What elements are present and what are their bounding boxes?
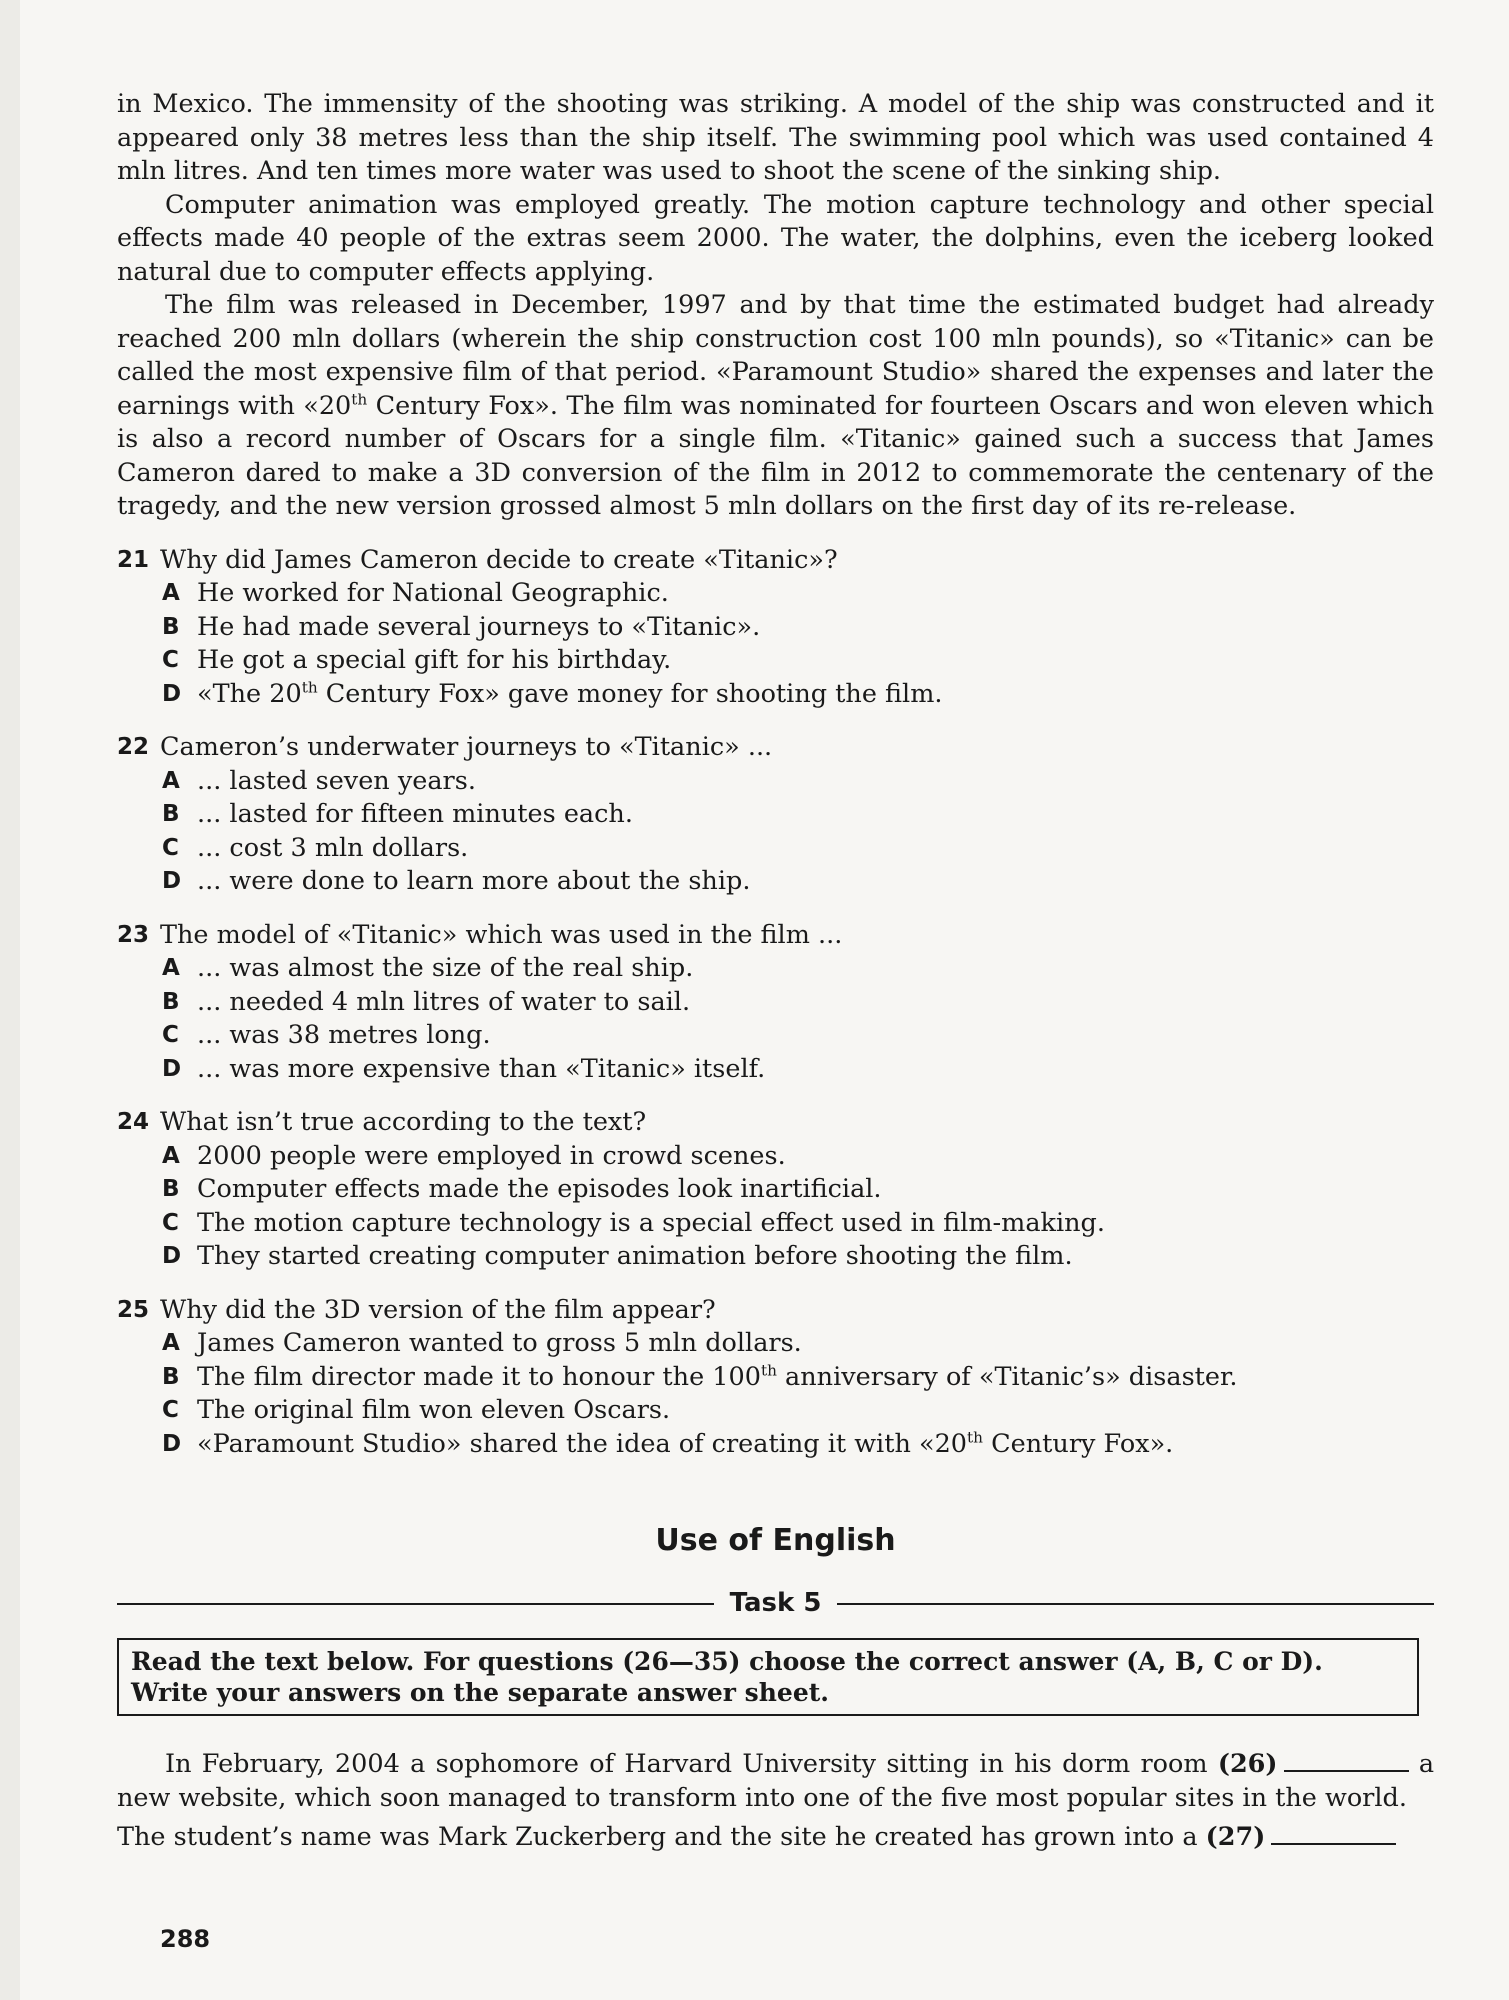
option-c: C ... cost 3 mln dollars. xyxy=(162,832,469,863)
option-a: A ... was almost the size of the real ship. xyxy=(162,953,694,983)
question-text: What isn’t true according to the text? xyxy=(160,1107,647,1137)
option-b: B ... needed 4 mln litres of water to sail. xyxy=(162,986,691,1017)
option-b: B ... lasted for fifteen minutes each. xyxy=(162,799,633,829)
question-text: Why did the 3D version of the film appear? xyxy=(160,1294,716,1325)
passage-paragraph-2: Computer animation was employed greatly. The motion capture technology and other special effects made 40 people of the extras seem 2000. The water, the dolphins, even the iceberg looked natural due to computer effects applying. xyxy=(117,189,1434,287)
option-d: D They started creating computer animation before shooting the film. xyxy=(162,1241,1073,1271)
option-c: C ... was 38 metres long. xyxy=(162,1020,491,1050)
option-c: C The original film won eleven Oscars. xyxy=(162,1395,671,1425)
question-24 xyxy=(117,1106,1434,1274)
cloze-paragraph-2: The student’s name was Mark Zuckerberg and the site he created has grown into a (27) xyxy=(117,1821,1434,1855)
divider xyxy=(837,1603,1434,1605)
option-c: C He got a special gift for his birthday. xyxy=(162,645,672,675)
option-a: A James Cameron wanted to gross 5 mln dollars. xyxy=(162,1328,802,1358)
task-header xyxy=(117,1586,1434,1622)
task-label: Task 5 xyxy=(729,1588,822,1619)
option-b: B He had made several journeys to «Titanic». xyxy=(162,611,761,642)
section-title: Use of English xyxy=(655,1523,896,1558)
cloze-paragraph: In February, 2004 a sophomore of Harvard University sitting in his dorm room (26) a new website, which soon managed to transform into one of the five most popular sites in the world. xyxy=(117,1749,1435,1813)
option-a: A 2000 people were employed in crowd scenes. xyxy=(162,1140,786,1171)
option-d: D ... was more expensive than «Titanic» itself. xyxy=(162,1053,766,1084)
gap-27-blank xyxy=(1271,1821,1396,1845)
option-a: A He worked for National Geographic. xyxy=(162,578,669,608)
question-number: 23 xyxy=(117,921,150,948)
gap-26-label: (26) xyxy=(1217,1749,1278,1779)
passage-paragraph-3: The film was released in December, 1997 and by that time the estimated budget had already reached 200 mln dollars (wherein the ship construction cost 100 mln pounds), so «Titanic» can be called the most expensive film of that period. «Paramount Studio» shared the expenses and later the earnings with «20th Century Fox». The film was nominated for fourteen Oscars and won eleven which is also a record number of Oscars for a single film. «Titanic» gained such a success that James Cameron dared to make a 3D conversion of the film in 2012 to commemorate the centenary of the tragedy, and the new version grossed almost 5 mln dollars on the first day of its re-release. xyxy=(117,290,1434,521)
passage-paragraph-1: in Mexico. The immensity of the shooting was striking. A model of the ship was constructed and it appeared only 38 metres less than the ship itself. The swimming pool which was used contained 4 mln litres. And ten times more water was used to shoot the scene of the sinking ship. xyxy=(117,89,1434,186)
question-22 xyxy=(117,731,1434,899)
option-b: B The film director made it to honour the 100th anniversary of «Titanic’s» disaster. xyxy=(162,1361,1238,1392)
question-text: Why did James Cameron decide to create «Titanic»? xyxy=(160,544,838,575)
question-text: Cameron’s underwater journeys to «Titanic» ... xyxy=(160,732,773,762)
option-d: D ... were done to learn more about the ship. xyxy=(162,866,751,896)
question-number: 22 xyxy=(117,734,150,760)
cloze-text xyxy=(117,1748,1434,1855)
option-c: C The motion capture technology is a special effect used in film-making. xyxy=(162,1207,1105,1238)
option-b: B Computer effects made the episodes look inartificial. xyxy=(162,1174,882,1204)
divider xyxy=(117,1603,714,1605)
gap-27-label: (27) xyxy=(1205,1822,1266,1852)
page-content xyxy=(117,88,1435,1852)
page-number: 288 xyxy=(160,1925,211,1953)
question-number: 21 xyxy=(117,546,150,573)
page-margin xyxy=(0,0,20,2000)
option-d: D «The 20th Century Fox» gave money for shooting the film. xyxy=(162,678,943,709)
question-23 xyxy=(117,919,1434,1087)
gap-26-blank xyxy=(1284,1748,1409,1772)
question-21 xyxy=(117,544,1434,712)
instructions-box: Read the text below. For questions (26—35) choose the correct answer (A, B, C or D). Write your answers on the separate answer sheet. xyxy=(117,1638,1419,1716)
question-number: 25 xyxy=(117,1296,150,1323)
question-text: The model of «Titanic» which was used in the film ... xyxy=(160,919,843,950)
question-25 xyxy=(117,1294,1434,1462)
option-d: D «Paramount Studio» shared the idea of creating it with «20th Century Fox». xyxy=(162,1428,1174,1459)
question-number: 24 xyxy=(117,1109,150,1135)
option-a: A ... lasted seven years. xyxy=(162,765,476,796)
